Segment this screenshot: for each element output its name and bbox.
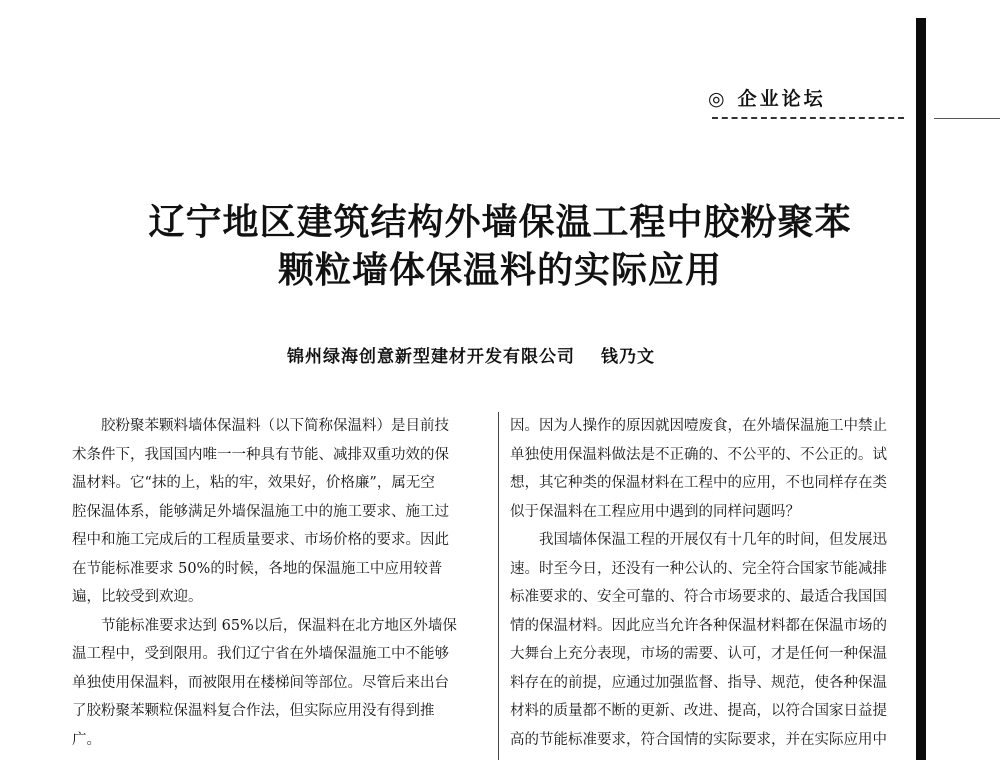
text-line: 高的节能标准要求，符合国情的实际要求，并在实际应用中 [510,731,887,748]
text-line: 遍，比较受到欢迎。 [72,589,203,605]
text-line: 因。因为人操作的原因就因噎废食，在外墙保温施工中禁止 [510,418,887,434]
text-line: 温材料。它“抹的上，粘的牢，效果好，价格廉”，属无空 [72,475,435,491]
text-line: 速。时至今日，还没有一种公认的、完全符合国家节能减排 [510,560,887,577]
text-line: 在节能标准要求 50%的时候，各地的保温施工中应用较普 [72,560,443,577]
text-line: 想，其它种类的保温材料在工程中的应用，不也同样存在类 [510,475,887,491]
column-divider [498,412,499,760]
text-line: 材料的质量都不断的更新、改进、提高，以符合国家日益提 [510,703,887,719]
page-edge-bar [916,18,926,760]
page-edge-rule [934,118,1000,119]
text-line: 标准要求的、安全可靠的、符合市场要求的、最适合我国国 [510,589,887,605]
left-column [72,412,472,754]
text-line: 温工程中，受到限用。我们辽宁省在外墙保温施工中不能够 [72,646,449,662]
author-name: 钱乃文 [601,347,655,367]
text-line: 了胶粉聚苯颗粒保温料复合作法，但实际应用没有得到推 [72,703,435,719]
text-line: 料存在的前提，应通过加强监督、指导、规范，使各种保温 [510,674,887,691]
text-line: 腔保温体系，能够满足外墙保温施工中的施工要求、施工过 [72,503,449,520]
section-underline [712,117,904,119]
text-line: 节能标准要求达到 65%以后，保温料在北方地区外墙保 [101,617,457,634]
text-line: 广。 [72,731,101,748]
text-line: 我国墙体保温工程的开展仅有十几年的时间，但发展迅 [539,532,887,548]
section-label: 企业论坛 [737,88,826,110]
text-line: 似于保温料在工程应用中遇到的同样问题吗？ [510,503,800,520]
text-line: 术条件下，我国国内唯一一种具有节能、减排双重功效的保 [72,446,449,463]
article-title-line-1: 辽宁地区建筑结构外墙保温工程中胶粉聚苯 [148,202,852,243]
text-line: 单独使用保温料做法是不正确的、不公平的、不公正的。试 [510,446,887,463]
text-line: 单独使用保温料，而被限用在楼梯间等部位。尽管后来出台 [72,674,449,691]
text-line: 大舞台上充分表现，市场的需要、认可，才是任何一种保温 [510,646,887,662]
text-line: 胶粉聚苯颗料墙体保温料（以下简称保温料）是目前技 [101,418,449,434]
right-column [510,412,912,754]
article-title-line-2: 颗粒墙体保温料的实际应用 [277,250,722,291]
section-header [708,84,826,111]
text-line: 情的保温材料。因此应当允许各种保温材料都在保温市场的 [510,617,887,634]
circle-mark-icon: ◎ [708,88,728,110]
text-line: 程中和施工完成后的工程质量要求、市场价格的要求。因此 [72,532,449,548]
byline [287,342,655,367]
affiliation: 锦州绿海创意新型建材开发有限公司 [287,347,575,367]
